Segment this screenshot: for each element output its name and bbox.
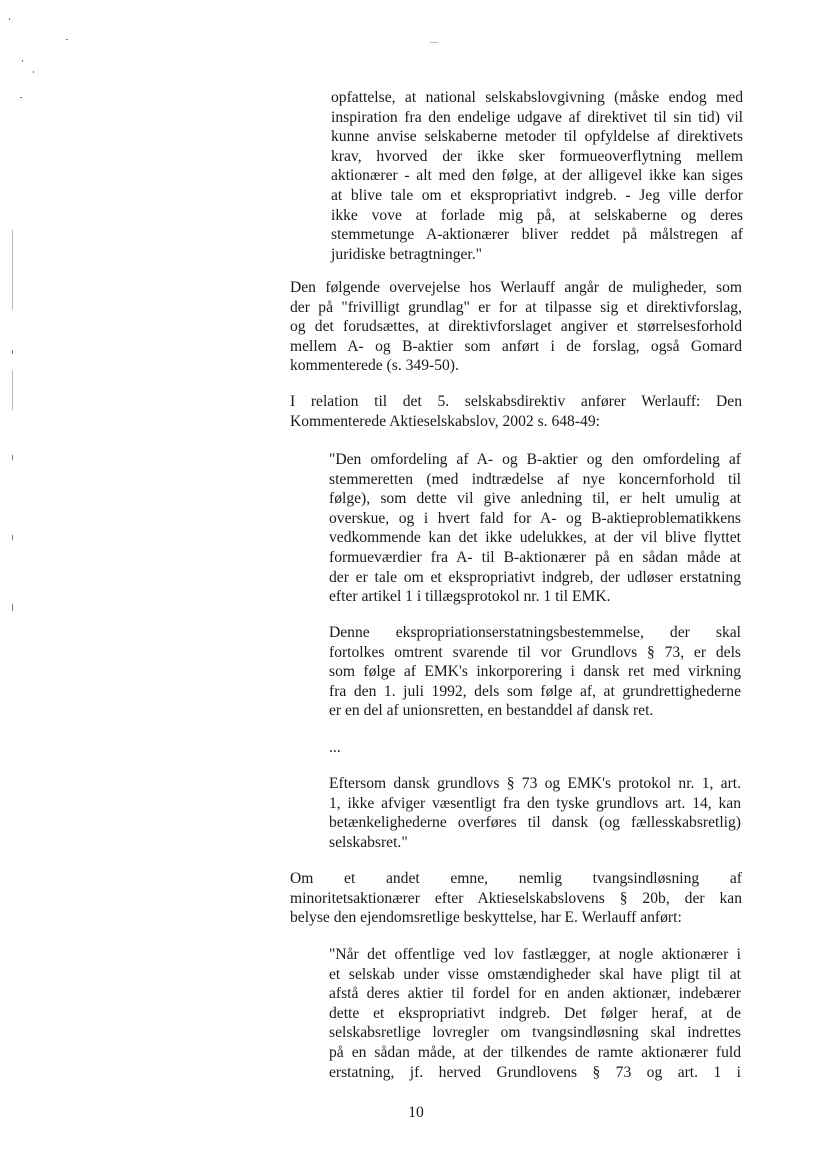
ellipsis: ... bbox=[329, 739, 341, 756]
text-line: stemmeretten (med indtrædelse af nye koncernforhold til bbox=[329, 470, 741, 488]
text-line: der på "frivilligt grundlag" er for at tilpasse sig et direktivforslag, bbox=[290, 298, 742, 316]
text-line: I relation til det 5. selskabsdirektiv anfører Werlauff: Den bbox=[290, 393, 742, 410]
scan-mark bbox=[66, 39, 68, 40]
text-line: opfattelse, at national selskabslovgivning (måske endog med bbox=[331, 89, 743, 106]
text-line: kommenterede (s. 349-50). bbox=[290, 357, 459, 375]
text-line: selskabsret." bbox=[329, 833, 408, 851]
text-line: der er tale om et ekspropriativt indgreb, der udløser erstatning bbox=[329, 568, 741, 586]
scan-mark bbox=[33, 71, 34, 73]
scan-mark bbox=[12, 604, 13, 611]
text-line: minoritetsaktionærer efter Aktieselskabslovens § 20b, der kan bbox=[290, 889, 742, 907]
scan-mark bbox=[12, 230, 13, 310]
text-line: efter artikel 1 i tillægsprotokol nr. 1 til EMK. bbox=[329, 588, 611, 606]
text-line: stemmetunge A-aktionærer bliver reddet på målstregen af bbox=[331, 226, 743, 244]
scan-mark bbox=[12, 350, 13, 354]
block-quote bbox=[329, 945, 741, 1082]
text-line: mellem A- og B-aktier som anført i de forslag, også Gomard bbox=[290, 337, 742, 355]
text-line: erstatning, jf. herved Grundlovens § 73 og art. 1 i bbox=[329, 1063, 741, 1081]
text-line: på en sådan måde, at der tilkendes de ramte aktionærer fuld bbox=[329, 1043, 741, 1061]
block-quote bbox=[329, 774, 741, 852]
scan-mark bbox=[22, 60, 23, 62]
block-quote bbox=[329, 450, 741, 607]
scan-mark bbox=[12, 455, 13, 460]
scan-mark bbox=[20, 97, 22, 98]
page-number: 10 bbox=[408, 1104, 424, 1121]
text-line: formueværdier fra A- til B-aktionærer på en sådan måde at bbox=[329, 548, 741, 566]
text-line: betænkelighederne overføres til dansk (og fællesskabsretlig) bbox=[329, 814, 741, 832]
scan-mark bbox=[12, 370, 13, 410]
text-line: selskabsretlige lovregler om tvangsindløsning skal indrettes bbox=[329, 1024, 741, 1042]
text-line: fra den 1. juli 1992, dels som følge af, at grundrettighederne bbox=[329, 682, 741, 700]
text-line: krav, hvorved der ikke sker formueoverflytning mellem bbox=[331, 147, 743, 165]
text-line: fortolkes omtrent svarende til vor Grundlovs § 73, er dels bbox=[329, 643, 741, 661]
text-line: Om et andet emne, nemlig tvangsindløsning af bbox=[290, 870, 742, 887]
body-paragraph bbox=[290, 392, 742, 431]
scan-mark bbox=[9, 18, 10, 20]
text-line: dette et ekspropriativt indgreb. Det følger heraf, at de bbox=[329, 1004, 741, 1022]
block-quote bbox=[331, 88, 743, 264]
text-line: aktionærer - alt med den følge, at der alligevel ikke kan siges bbox=[331, 167, 743, 185]
text-line: at blive tale om et ekspropriativt indgreb. - Jeg ville derfor bbox=[331, 186, 743, 204]
block-quote bbox=[329, 623, 741, 721]
text-line: 1, ikke afviger væsentligt fra den tyske grundlovs art. 14, kan bbox=[329, 794, 741, 812]
text-line: og det forudsættes, at direktivforslaget angiver et størrelsesforhold bbox=[290, 318, 742, 336]
text-line: ikke vove at forlade mig på, at selskaberne og deres bbox=[331, 206, 743, 224]
text-line: som følge af EMK's inkorporering i dansk ret med virkning bbox=[329, 663, 741, 681]
scan-mark bbox=[12, 535, 13, 540]
text-line: er en del af unionsretten, en bestanddel af dansk ret. bbox=[329, 702, 654, 720]
text-line: et selskab under visse omstændigheder skal have pligt til at bbox=[329, 965, 741, 983]
text-line: følge), som dette vil give anledning til, er helt umulig at bbox=[329, 490, 741, 508]
text-line: juridiske betragtninger." bbox=[331, 245, 483, 263]
text-line: "Den omfordeling af A- og B-aktier og den omfordeling af bbox=[329, 451, 741, 468]
scan-mark bbox=[430, 42, 438, 43]
text-line: inspiration fra den endelige udgave af direktivet til sin tid) vil bbox=[331, 108, 743, 126]
text-line: overskue, og i hvert fald for A- og B-aktieproblematikkens bbox=[329, 509, 741, 527]
text-line: Eftersom dansk grundlovs § 73 og EMK's protokol nr. 1, art. bbox=[329, 775, 741, 792]
text-line: kunne anvise selskaberne metoder til opfyldelse af direktivets bbox=[331, 128, 743, 146]
text-line: Denne ekspropriationserstatningsbestemmelse, der skal bbox=[329, 624, 741, 641]
text-line: "Når det offentlige ved lov fastlægger, at nogle aktionærer i bbox=[329, 946, 741, 963]
text-line: Kommenterede Aktieselskabslov, 2002 s. 648-49: bbox=[290, 412, 600, 430]
text-line: afstå deres aktier til fordel for en anden aktionær, indebærer bbox=[329, 985, 741, 1003]
text-line: Den følgende overvejelse hos Werlauff angår de muligheder, som bbox=[290, 279, 742, 296]
text-line: vedkommende kan det ikke udelukkes, at der vil blive flyttet bbox=[329, 529, 741, 547]
text-line: belyse den ejendomsretlige beskyttelse, har E. Werlauff anført: bbox=[290, 909, 682, 927]
body-paragraph bbox=[290, 869, 742, 928]
body-paragraph bbox=[290, 278, 742, 376]
